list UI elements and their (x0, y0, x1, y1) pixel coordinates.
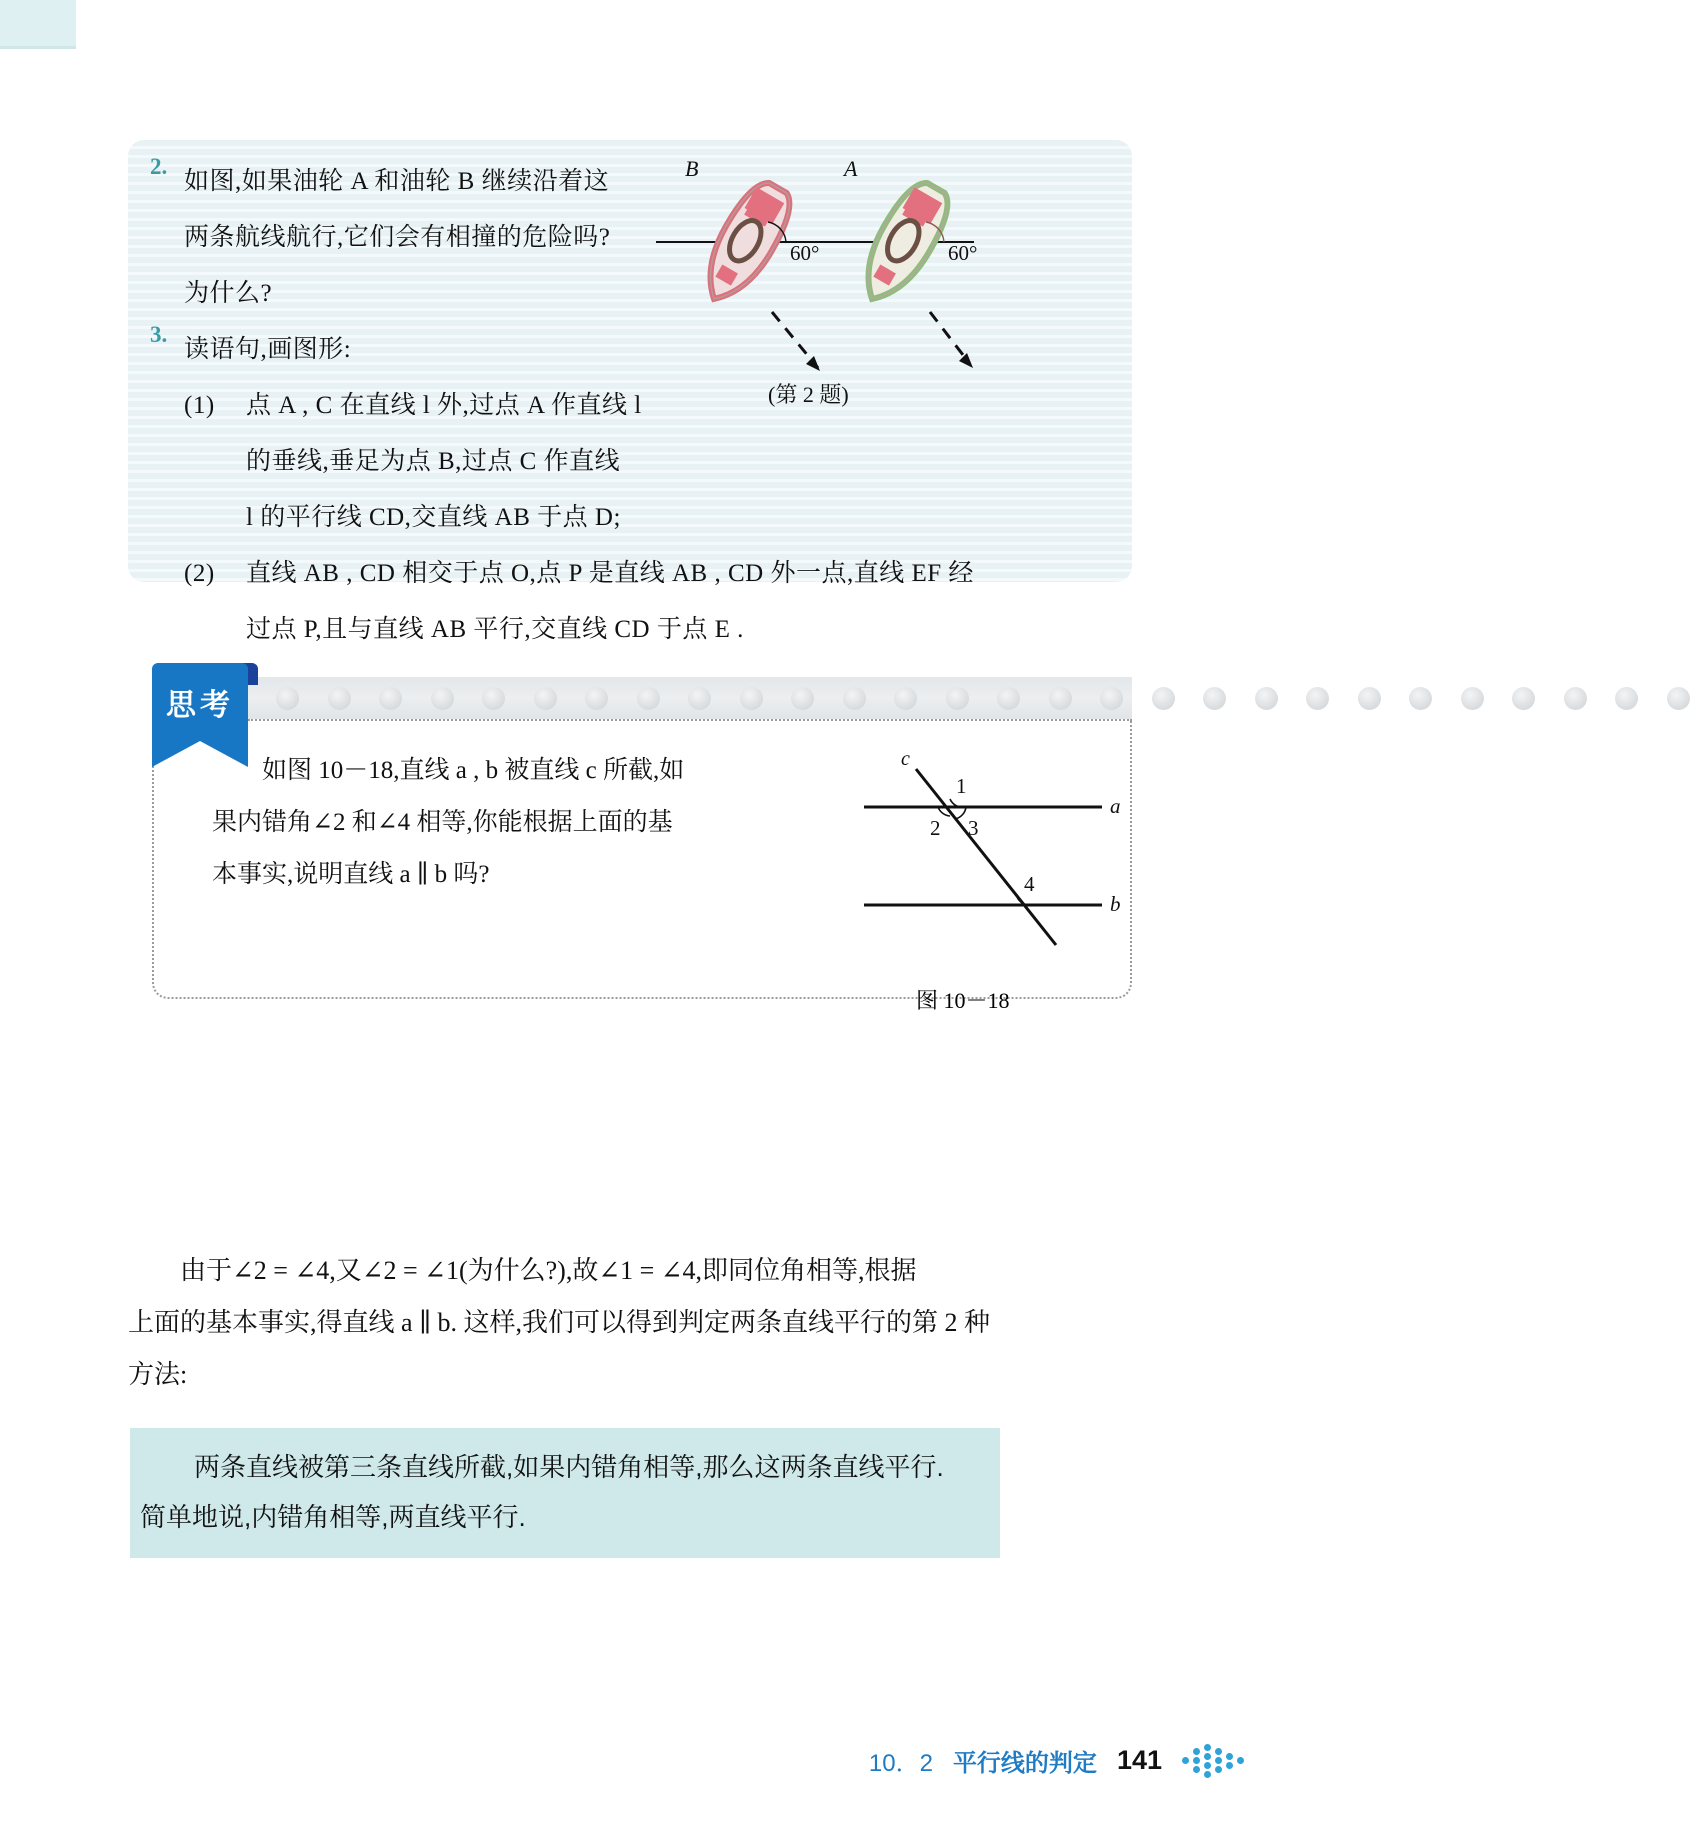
figure-10-18-svg (854, 737, 1124, 967)
conclusion-line-2: 简单地说,内错角相等,两直线平行. (140, 1502, 526, 1532)
binder-hole-icon (379, 687, 402, 710)
body-paragraph-line-1: 由于∠2 = ∠4,又∠2 = ∠1(为什么?),故∠1 = ∠4,即同位角相等,根据 (180, 1256, 917, 1285)
binder-hole-icon (1512, 687, 1535, 710)
ship-a-course-arrowhead (959, 353, 973, 368)
binder-hole-icon (328, 687, 351, 710)
binder-hole-icon (637, 687, 660, 710)
exercise-item-2-body (184, 154, 610, 322)
exercise-item-3-sub-1-label: (1) (184, 392, 215, 419)
exercise-item-2-line-2: 两条航线航行,它们会有相撞的危险吗? (184, 224, 611, 251)
think-text-line-3: 本事实,说明直线 a ∥ b 吗? (212, 861, 490, 888)
ship-b-label: B (685, 156, 699, 181)
page-top-accent (0, 0, 76, 46)
line-a-label: a (1110, 794, 1121, 818)
exercise-item-3-sub-1-line-3: l 的平行线 CD,交直线 AB 于点 D; (246, 504, 621, 531)
binder-hole-icon (1615, 687, 1638, 710)
binder-hole-icon (843, 687, 866, 710)
binder-hole-icon (276, 687, 299, 710)
think-text (212, 745, 722, 901)
exercise-item-3-sub-2-label: (2) (184, 560, 215, 587)
footer-dot-badge-icon (1182, 1744, 1244, 1778)
ship-b-angle-label: 60° (790, 241, 820, 265)
binder-hole-icon (1358, 687, 1381, 710)
footer-section-number: 10．2 (868, 1750, 933, 1777)
binder-hole-icon (1409, 687, 1432, 710)
think-tag: 思考 (152, 663, 248, 741)
think-box (152, 719, 1132, 1013)
think-binder-strip (248, 677, 1132, 719)
line-c-label: c (901, 748, 910, 770)
exercise-item-3-sub-1 (184, 378, 974, 546)
angle-3-label: 3 (968, 816, 979, 840)
exercise-item-2-line-1: 如图,如果油轮 A 和油轮 B 继续沿着这 (184, 168, 610, 195)
ship-a (849, 175, 958, 312)
exercise-item-3-sub-1-line-1: 点 A , C 在直线 l 外,过点 A 作直线 l (246, 392, 642, 419)
think-text-line-2: 果内错角∠2 和∠4 相等,你能根据上面的基 (212, 809, 673, 836)
exercise-item-2-line-3: 为什么? (184, 280, 273, 307)
body-paragraph-line-2: 上面的基本事实,得直线 a ∥ b. 这样,我们可以得到判定两条直线平行的第 2 种 (128, 1308, 991, 1337)
binder-hole-icon (1461, 687, 1484, 710)
binder-hole-icon (431, 687, 454, 710)
exercise-item-3-lead: 读语句,画图形: (184, 336, 352, 363)
binder-hole-icon (1049, 687, 1072, 710)
exercise-item-3-sub-2-line-1: 直线 AB , CD 相交于点 O,点 P 是直线 AB , CD 外一点,直线 EF 经 (246, 560, 974, 587)
exercise-item-3-sub-2-line-2: 过点 P,且与直线 AB 平行,交直线 CD 于点 E . (246, 616, 744, 643)
ship-a-angle-label: 60° (948, 241, 978, 265)
ship-b-course-arrowhead (806, 356, 820, 371)
exercise-item-2-number: 2. (150, 154, 168, 179)
binder-hole-icon (1306, 687, 1329, 710)
binder-hole-icon (688, 687, 711, 710)
exercise-item-3-sub-2 (184, 546, 974, 658)
binder-hole-icon (1203, 687, 1226, 710)
page-footer (869, 1743, 1244, 1778)
ship-figure (648, 150, 978, 380)
ship-figure-svg (648, 150, 978, 380)
binder-hole-icon (1255, 687, 1278, 710)
footer-page-number: 141 (1116, 1745, 1162, 1775)
binder-hole-icon (482, 687, 505, 710)
exercise-item-3-sub-1-text (246, 378, 642, 546)
figure-10-18-caption: 图 10－18 (916, 988, 1010, 1013)
conclusion-box (130, 1428, 1000, 1558)
angle-4-label: 4 (1024, 872, 1035, 896)
angle-3-arc (955, 807, 966, 819)
line-c (916, 769, 1056, 945)
angle-2-label: 2 (930, 816, 941, 840)
ship-a-label: A (844, 156, 858, 181)
ship-a-hull (849, 175, 958, 312)
exercise-panel (128, 140, 1132, 643)
binder-hole-icon (894, 687, 917, 710)
binder-hole-icon (1667, 687, 1690, 710)
body-paragraph (128, 1245, 1138, 1401)
ship-b-hull (691, 175, 800, 312)
think-block (140, 655, 1132, 1013)
binder-hole-icon (1100, 687, 1123, 710)
angle-1-label: 1 (956, 774, 967, 798)
exercise-item-3-sub-1-line-2: 的垂线,垂足为点 B,过点 C 作直线 (246, 448, 621, 475)
exercise-panel-inner (128, 140, 1132, 643)
binder-hole-icon (791, 687, 814, 710)
conclusion-line-1: 两条直线被第三条直线所截,如果内错角相等,那么这两条直线平行. (194, 1452, 944, 1482)
footer-section-title: 平行线的判定 (952, 1750, 1097, 1777)
exercise-item-3-sub-2-text (246, 546, 974, 658)
binder-hole-icon (1152, 687, 1175, 710)
line-b-label: b (1110, 892, 1121, 916)
figure-10-18 (854, 737, 1124, 967)
page-top-accent-line (0, 46, 76, 49)
binder-hole-icon (534, 687, 557, 710)
body-paragraph-line-3: 方法: (128, 1360, 188, 1389)
exercise-item-2 (150, 154, 610, 322)
ship-figure-caption: (第 2 题) (768, 382, 849, 407)
binder-hole-icon (946, 687, 969, 710)
ship-b (691, 175, 800, 312)
think-text-line-1: 如图 10－18,直线 a , b 被直线 c 所截,如 (262, 757, 685, 784)
binder-hole-icon (1564, 687, 1587, 710)
binder-hole-icon (585, 687, 608, 710)
binder-hole-icon (740, 687, 763, 710)
binder-hole-icon (997, 687, 1020, 710)
exercise-item-3-number: 3. (150, 322, 168, 347)
